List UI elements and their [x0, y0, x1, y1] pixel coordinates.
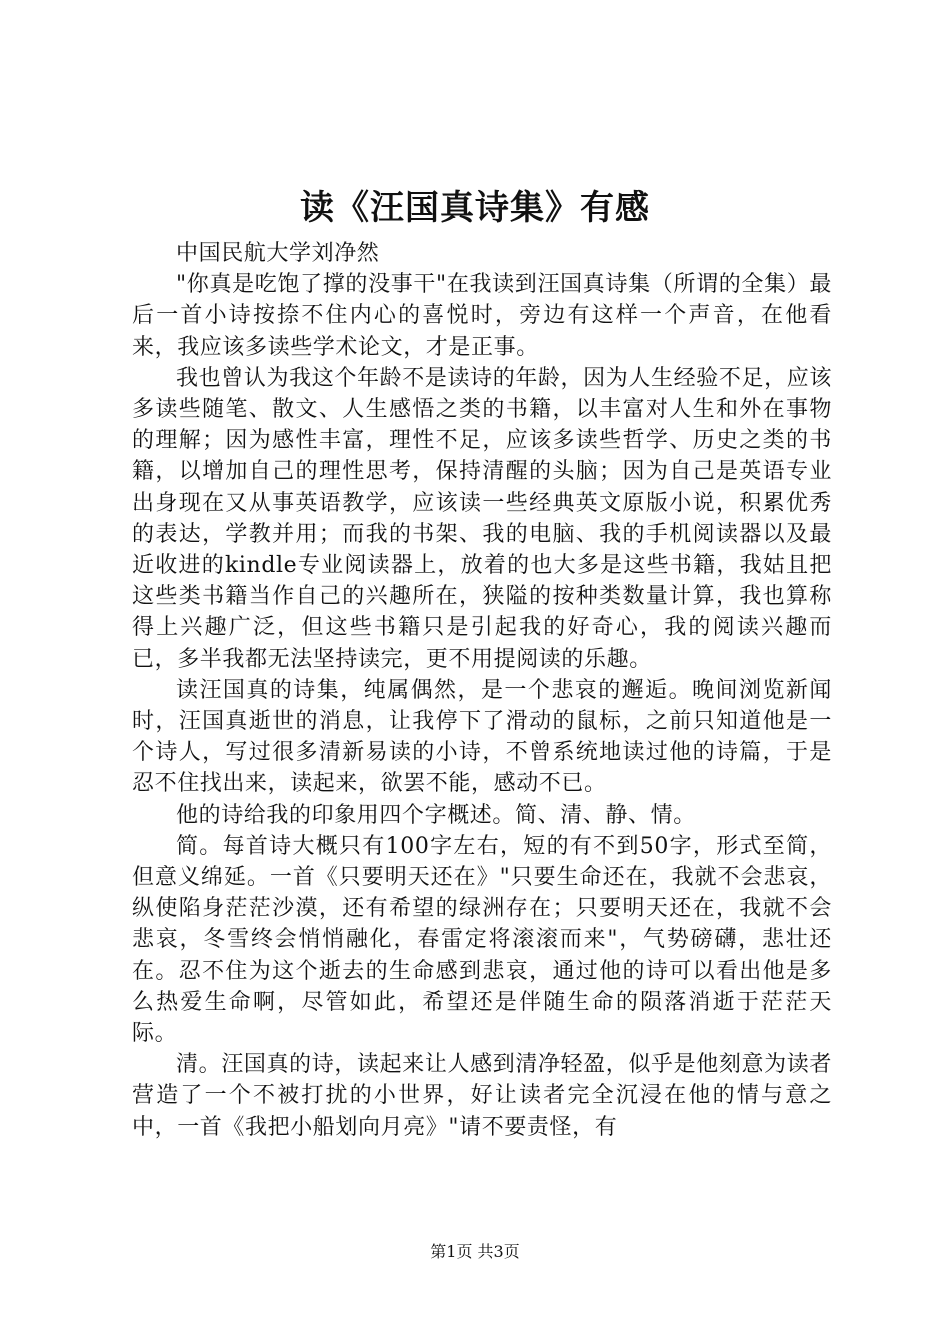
paragraph-1: "你真是吃饱了撑的没事干"在我读到汪国真诗集（所谓的全集）最后一首小诗按捺不住内心的喜悦时，旁边有这样一个声音，在他看来，我应该多读些学术论文，才是正事。	[132, 272, 832, 360]
page-footer: 第1页 共3页	[430, 1242, 520, 1261]
document-title: 读《汪国真诗集》有感	[300, 188, 650, 228]
paragraph-5: 简。每首诗大概只有100字左右，短的有不到50字，形式至简，但意义绵延。一首《只要明天还在》"只要生命还在，我就不会悲哀，纵使陷身茫茫沙漠，还有希望的绿洲存在；只要明天还在，我就不会悲哀，冬雪终会悄悄融化，春雷定将滚滚而来"，气势磅礴，悲壮还在。忍不住为这个逝去的生命感到悲哀，通过他的诗可以看出他是多么热爱生命啊，尽管如此，希望还是伴随生命的陨落消逝于茫茫天际。	[132, 833, 832, 1047]
paragraph-3: 读汪国真的诗集，纯属偶然，是一个悲哀的邂逅。晚间浏览新闻时，汪国真逝世的消息，让我停下了滑动的鼠标，之前只知道他是一个诗人，写过很多清新易读的小诗，不曾系统地读过他的诗篇，于是忍不住找出来，读起来，欲罢不能，感动不已。	[132, 677, 832, 797]
paragraph-4: 他的诗给我的印象用四个字概述。简、清、静、情。	[176, 802, 696, 828]
author-line: 中国民航大学刘净然	[176, 241, 380, 266]
paragraph-2: 我也曾认为我这个年龄不是读诗的年龄，因为人生经验不足，应该多读些随笔、散文、人生感悟之类的书籍，以丰富对人生和外在事物的理解；因为感性丰富，理性不足，应该多读些哲学、历史之类的书籍，以增加自己的理性思考，保持清醒的头脑；因为自己是英语专业出身现在又从事英语教学，应该读一些经典英文原版小说，积累优秀的表达，学教并用；而我的书架、我的电脑、我的手机阅读器以及最近收进的kindle专业阅读器上，放着的也大多是这些书籍，我姑且把这些类书籍当作自己的兴趣所在，狭隘的按种类数量计算，我也算称得上兴趣广泛，但这些书籍只是引起我的好奇心，我的阅读兴趣而已，多半我都无法坚持读完，更不用提阅读的乐趣。	[132, 365, 832, 672]
document-body	[132, 238, 832, 1143]
paragraph-6: 清。汪国真的诗，读起来让人感到清净轻盈，似乎是他刻意为读者营造了一个不被打扰的小世界，好让读者完全沉浸在他的情与意之中，一首《我把小船划向月亮》"请不要责怪，有	[132, 1052, 832, 1140]
